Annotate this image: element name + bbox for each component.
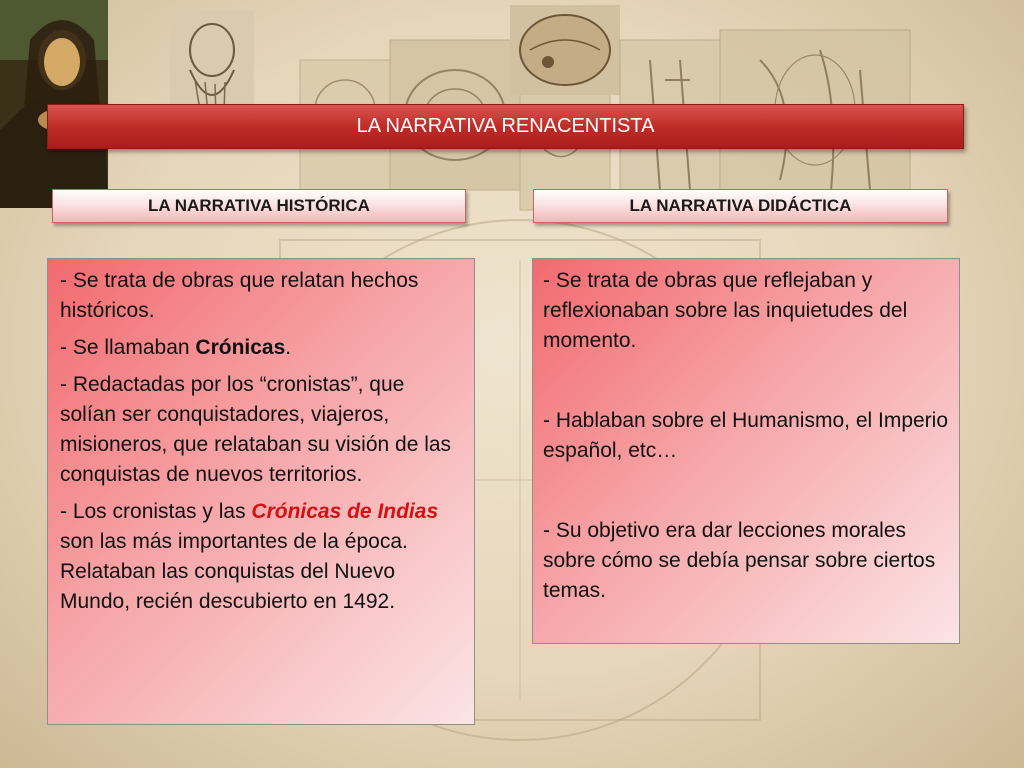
slide-title: LA NARRATIVA RENACENTISTA <box>47 104 964 149</box>
right-point-2: - Hablaban sobre el Humanismo, el Imperio español, etc… <box>543 409 949 462</box>
left-point-1: - Se trata de obras que relatan hechos históricos. <box>60 269 419 322</box>
left-point-4-post: son las más importantes de la época. Relataban las conquistas del Nuevo Mundo, recién descubierto en 1492. <box>60 530 408 613</box>
left-point-2-pre: - Se llamaban <box>60 336 196 359</box>
left-point-4-pre: - Los cronistas y las <box>60 500 252 523</box>
left-point-2 <box>60 333 462 363</box>
cronicas-de-indias-term: Crónicas de Indias <box>251 500 439 523</box>
skull-drawing <box>510 5 620 95</box>
cronicas-term: Crónicas <box>195 336 286 359</box>
didactic-narrative-panel <box>532 258 960 644</box>
right-point-1: - Se trata de obras que reflejaban y reflexionaban sobre las inquietudes del momento. <box>543 269 908 352</box>
left-point-4 <box>60 497 462 617</box>
right-point-3: - Su objetivo era dar lecciones morales sobre cómo se debía pensar sobre ciertos temas. <box>543 519 936 602</box>
left-point-3: - Redactadas por los “cronistas”, que solían ser conquistadores, viajeros, misioneros, que relataban su visión de las conquistas de nuevos territorios. <box>60 373 452 486</box>
left-point-2-post: . <box>285 336 292 359</box>
right-column-header: LA NARRATIVA DIDÁCTICA <box>533 189 948 223</box>
left-column-header: LA NARRATIVA HISTÓRICA <box>52 189 466 223</box>
historical-narrative-panel <box>47 258 475 725</box>
